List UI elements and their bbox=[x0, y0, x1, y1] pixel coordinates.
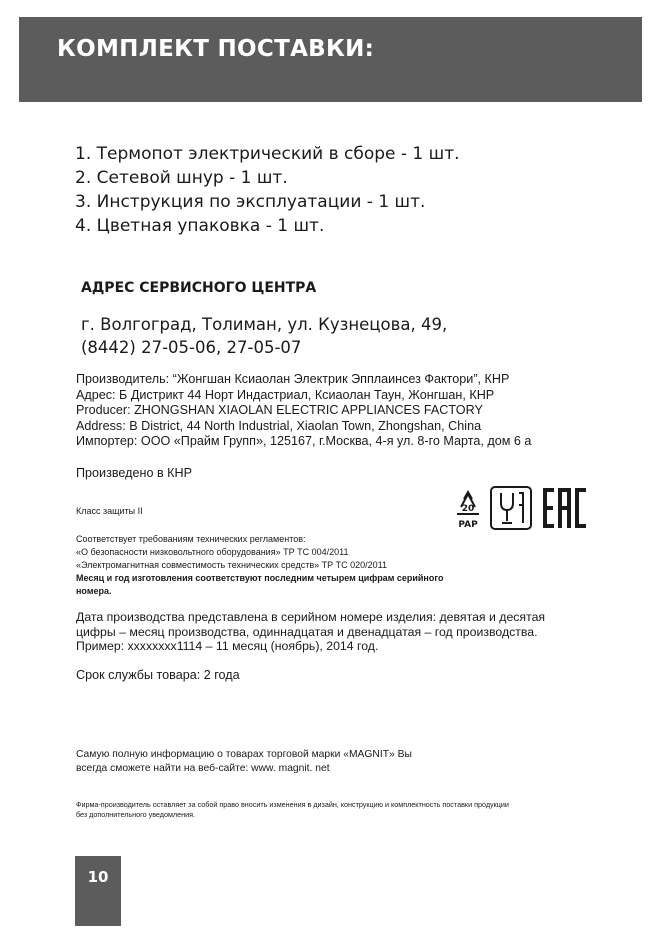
serial-note-line: номера. bbox=[76, 586, 112, 596]
protection-class: Класс защиты II bbox=[76, 506, 143, 516]
regulation-line: «О безопасности низковольтного оборудования» ТР ТС 004/2011 bbox=[76, 547, 349, 557]
food-contact-icon bbox=[491, 487, 531, 529]
disclaimer-line: без дополнительного уведомления. bbox=[76, 810, 195, 819]
regulation-line: Соответствует требованиям технических регламентов: bbox=[76, 534, 306, 544]
regulations bbox=[76, 533, 443, 598]
address-line: г. Волгоград, Толиман, ул. Кузнецова, 49, bbox=[81, 315, 448, 334]
manufacturer-line: Address: B District, 44 North Industrial, Xiaolan Town, Zhongshan, China bbox=[76, 418, 482, 433]
list-item: 1. Термопот электрический в сборе - 1 шт. bbox=[75, 144, 460, 164]
list-item: 3. Инструкция по эксплуатации - 1 шт. bbox=[75, 192, 426, 212]
recycling-label: PAP bbox=[458, 520, 478, 530]
disclaimer-line: Фирма-производитель оставляет за собой право вносить изменения в дизайн, конструкцию и комплектность поставки продукции bbox=[76, 800, 509, 809]
eac-mark-icon bbox=[543, 488, 586, 528]
page-title: КОМПЛЕКТ ПОСТАВКИ: bbox=[57, 36, 375, 62]
manufacturer-line: Адрес: Б Дистрикт 44 Норт Индастриал, Ксиаолан Таун, Жонгшан, КНР bbox=[76, 387, 495, 402]
brand-info bbox=[76, 748, 412, 776]
page-number: 10 bbox=[87, 868, 109, 886]
service-center-title: АДРЕС СЕРВИСНОГО ЦЕНТРА bbox=[81, 280, 317, 296]
production-date-line: Дата производства представлена в серийном номере изделия: девятая и десятая bbox=[76, 610, 546, 624]
manufacturer-line: Producer: ZHONGSHAN XIAOLAN ELECTRIC APPLIANCES FACTORY bbox=[76, 403, 483, 418]
manufacturer-line: Импортер: ООО «Прайм Групп», 125167, г.Москва, 4-я ул. 8-го Марта, дом 6 а bbox=[76, 434, 532, 449]
regulation-line: «Электромагнитная совместимость технических средств» ТР ТС 020/2011 bbox=[76, 560, 388, 570]
brand-info-line: Самую полную информацию о товарах торговой марки «MAGNIT» Вы bbox=[76, 749, 412, 760]
list-item: 2. Сетевой шнур - 1 шт. bbox=[75, 168, 288, 188]
service-life: Срок службы товара: 2 года bbox=[76, 668, 240, 682]
brand-info-line: всегда сможете найти на веб-сайте: www. magnit. net bbox=[76, 763, 330, 774]
recycling-code: 20 bbox=[461, 504, 475, 514]
list-item: 4. Цветная упаковка - 1 шт. bbox=[75, 216, 325, 236]
serial-note-line: Месяц и год изготовления соответствуют последним четырем цифрам серийного bbox=[76, 573, 444, 583]
production-date-line: Пример: хххххххх1114 – 11 месяц (ноябрь), 2014 год. bbox=[76, 639, 379, 654]
kit-list bbox=[75, 142, 460, 238]
disclaimer bbox=[76, 800, 509, 820]
phone-line: (8442) 27-05-06, 27-05-07 bbox=[81, 338, 302, 357]
manufacturer-info bbox=[76, 372, 531, 450]
production-date-line: цифры – месяц производства, одиннадцатая и двенадцатая – год производства. bbox=[76, 624, 538, 639]
certification-marks bbox=[451, 485, 587, 531]
made-in: Произведено в КНР bbox=[76, 466, 192, 480]
service-center-address bbox=[81, 313, 447, 359]
manufacturer-line: Производитель: “Жонгшан Ксиаолан Электрик Эпплаинсез Фактори”, КНР bbox=[76, 372, 510, 386]
page-number-box bbox=[75, 856, 121, 926]
production-date-info bbox=[76, 610, 545, 654]
